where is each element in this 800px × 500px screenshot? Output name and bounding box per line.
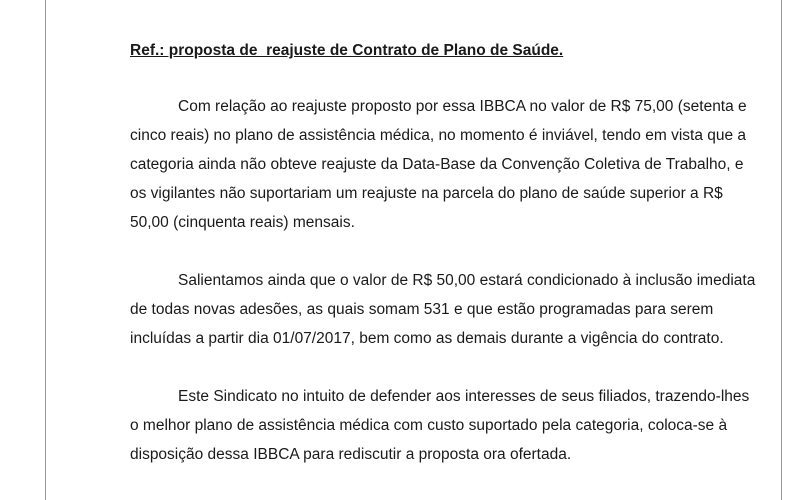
paragraph-2 [130,266,756,353]
paragraph-line: disposição dessa IBBCA para rediscutir a proposta ora ofertada. [130,446,572,463]
paragraph-1 [130,92,747,237]
paragraph-line: 50,00 (cinquenta reais) mensais. [130,214,355,231]
paragraph-line: Com relação ao reajuste proposto por essa IBBCA no valor de R$ 75,00 (setenta e [178,98,747,115]
paragraph-line: incluídas a partir dia 01/07/2017, bem como as demais durante a vigência do contrato. [130,330,724,347]
page-right-edge [781,0,782,500]
paragraph-line: categoria ainda não obteve reajuste da Data-Base da Convenção Coletiva de Trabalho, e [130,156,744,173]
page-left-edge [45,0,46,500]
reference-title: Ref.: proposta de reajuste de Contrato de Plano de Saúde. [130,42,564,59]
paragraph-line: de todas novas adesões, as quais somam 531 e que estão programadas para serem [130,301,714,318]
paragraph-line: Salientamos ainda que o valor de R$ 50,00 estará condicionado à inclusão imediata [178,272,756,289]
paragraph-line: o melhor plano de assistência médica com custo suportado pela categoria, coloca-se à [130,417,728,434]
paragraph-3 [130,382,750,469]
paragraph-line: Este Sindicato no intuito de defender aos interesses de seus filiados, trazendo-lhes [178,388,750,405]
paragraph-line: cinco reais) no plano de assistência médica, no momento é inviável, tendo em vista que a [130,127,747,144]
paragraph-line: os vigilantes não suportariam um reajuste na parcela do plano de saúde superior a R$ [130,185,723,202]
